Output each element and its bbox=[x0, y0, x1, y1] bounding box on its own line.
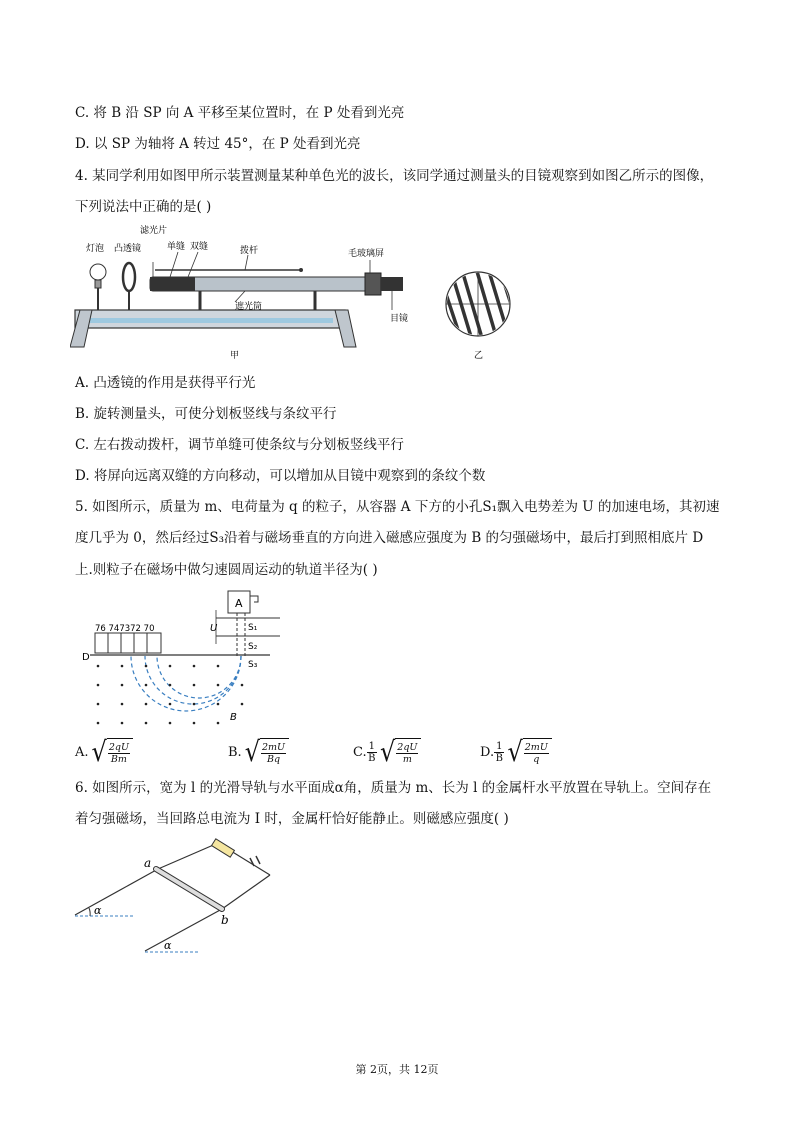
label-alpha-1: α bbox=[94, 904, 102, 917]
q6-stem-line1: 6. 如图所示，宽为 l 的光滑导轨与水平面成α角，质量为 m、长为 l 的金属杆水平放置在导轨上。空间存在 bbox=[75, 780, 712, 796]
label-s2: S₂ bbox=[248, 642, 258, 652]
q6-stem-line2: 着匀强磁场，当回路总电流为 I 时，金属杆恰好能静止。则磁感应强度( ) bbox=[75, 811, 509, 827]
label-scale: 76 747372 70 bbox=[95, 624, 155, 634]
label-alpha-2: α bbox=[164, 939, 172, 952]
label-b: b bbox=[221, 913, 229, 927]
label-d: D bbox=[82, 652, 90, 663]
page-footer: 第 2页，共 12页 bbox=[355, 1063, 439, 1076]
label-filter: 滤光片 bbox=[140, 226, 168, 236]
q5-option-b: B. √ $\frac{2mU}{Bq}$ bbox=[228, 738, 289, 766]
q5-mass-spectrometer-figure bbox=[80, 588, 280, 733]
q5-option-a: A. √ $\frac{2qU}{Bm}$ bbox=[75, 738, 133, 766]
q4-option-c: C. 左右拨动拨杆，调节单缝可使条纹与分划板竖线平行 bbox=[75, 437, 404, 453]
caption-yi: 乙 bbox=[474, 351, 484, 361]
label-single-slit: 单缝 bbox=[167, 242, 186, 252]
q4-apparatus-figure bbox=[70, 222, 530, 364]
q6-incline-rail-figure bbox=[70, 838, 280, 958]
bulb-icon bbox=[90, 264, 106, 280]
battery-icon bbox=[250, 858, 254, 866]
label-double-slit: 双缝 bbox=[190, 242, 209, 252]
q5-stem-line2: 度几乎为 0，然后经过S₃沿着与磁场垂直的方向进入磁感应强度为 B 的匀强磁场中，最后打到照相底片 D bbox=[75, 530, 704, 546]
label-container-a: A bbox=[235, 597, 243, 610]
q5-stem-line3: 上.则粒子在磁场中做匀速圆周运动的轨道半径为( ) bbox=[75, 562, 378, 578]
q3-option-c: C. 将 B 沿 SP 向 A 平移至某位置时，在 P 处看到光亮 bbox=[75, 105, 405, 121]
q5-option-c: C. 1 B √ $\frac{2qU}{m}$ bbox=[353, 738, 421, 766]
label-lever: 拨杆 bbox=[240, 246, 259, 256]
label-lens: 凸透镜 bbox=[114, 244, 142, 254]
q4-option-a: A. 凸透镜的作用是获得平行光 bbox=[75, 375, 256, 391]
label-u: U bbox=[210, 623, 218, 634]
label-a: a bbox=[144, 856, 152, 870]
resistor-icon bbox=[212, 839, 235, 857]
q4-stem-line1: 4. 某同学利用如图甲所示装置测量某种单色光的波长，该同学通过测量头的目镜观察到如图乙所示的图像， bbox=[75, 168, 714, 184]
label-b: B bbox=[230, 712, 237, 723]
label-tube: 遮光筒 bbox=[235, 302, 263, 312]
label-bulb: 灯泡 bbox=[86, 244, 105, 254]
caption-jia: 甲 bbox=[230, 351, 240, 361]
label-eyepiece: 目镜 bbox=[390, 314, 409, 324]
convex-lens-icon bbox=[123, 263, 135, 291]
label-s1: S₁ bbox=[248, 623, 258, 633]
q4-stem-line2: 下列说法中正确的是( ) bbox=[75, 199, 212, 215]
label-screen: 毛玻璃屏 bbox=[348, 249, 385, 259]
label-s3: S₃ bbox=[248, 660, 258, 670]
q5-option-d: D. 1 B √ $\frac{2mU}{q}$ bbox=[480, 738, 552, 766]
q3-option-d: D. 以 SP 为轴将 A 转过 45°，在 P 处看到光亮 bbox=[75, 136, 361, 152]
q5-stem-line1: 5. 如图所示，质量为 m、电荷量为 q 的粒子，从容器 A 下方的小孔S₁飘入电势差为 U 的加速电场，其初速 bbox=[75, 499, 720, 515]
q4-option-b: B. 旋转测量头，可使分划板竖线与条纹平行 bbox=[75, 406, 337, 422]
q4-option-d: D. 将屏向远离双缝的方向移动，可以增加从目镜中观察到的条纹个数 bbox=[75, 468, 486, 484]
